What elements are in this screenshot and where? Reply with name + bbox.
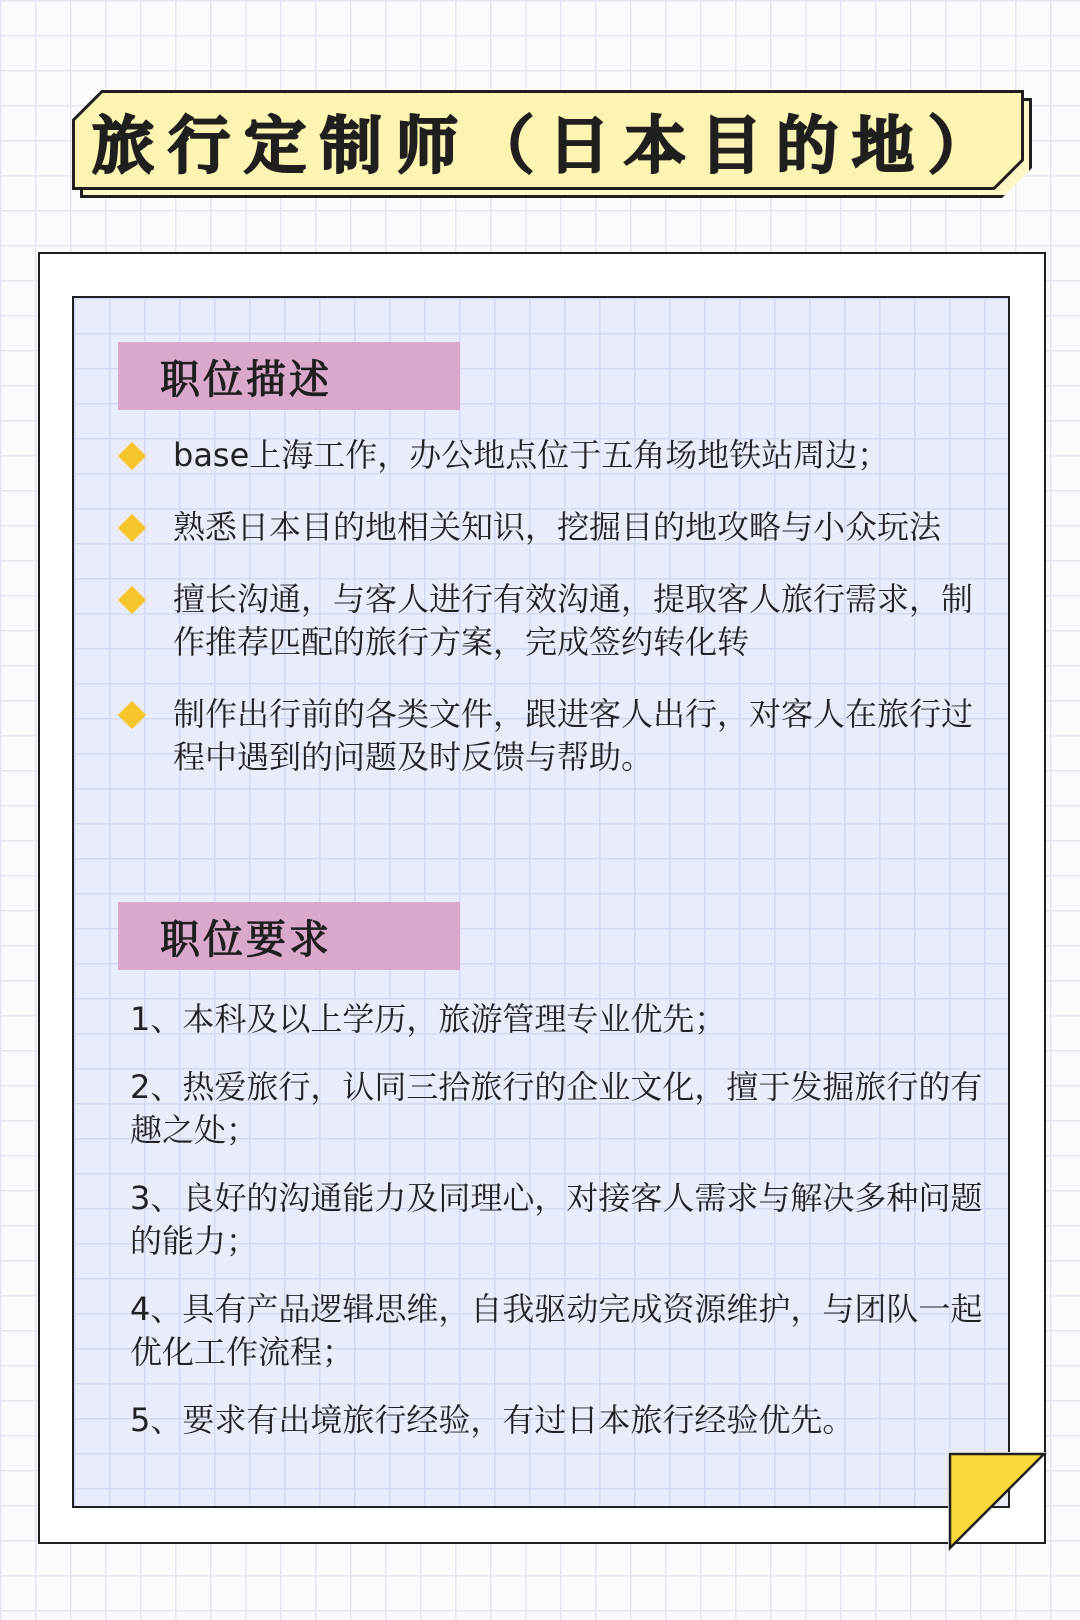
list-item [118,693,978,779]
requirements-list [130,998,990,1442]
diamond-icon [118,442,146,470]
list-item: 1、本科及以上学历，旅游管理专业优先； [130,1000,727,1038]
diamond-icon [118,701,146,729]
section-heading-requirements: 职位要求 [118,902,460,970]
list-item-text: 制作出行前的各类文件，跟进客人出行，对客人在旅行过程中遇到的问题及时反馈与帮助。 [173,695,974,776]
list-item: 4、具有产品逻辑思维，自我驱动完成资源维护，与团队一起优化工作流程； [130,1290,983,1371]
page-title: 旅行定制师（日本目的地） [91,108,1004,182]
diamond-icon [118,514,146,542]
list-item-text: 擅长沟通，与客人进行有效沟通，提取客人旅行需求，制作推荐匹配的旅行方案，完成签约转化转 [173,580,974,661]
list-item: 3、良好的沟通能力及同理心，对接客人需求与解决多种问题的能力； [130,1179,983,1260]
list-item-text: base上海工作，办公地点位于五角场地铁站周边； [173,436,890,474]
description-list [118,434,978,779]
list-item [118,578,978,664]
list-item [118,506,978,549]
diamond-icon [118,586,146,614]
page-fold-icon [948,1452,1048,1552]
list-item: 5、要求有出境旅行经验，有过日本旅行经验优先。 [130,1401,855,1439]
list-item [118,434,978,477]
list-item-text: 熟悉日本目的地相关知识，挖掘目的地攻略与小众玩法 [173,508,942,546]
section-heading-description: 职位描述 [118,342,460,410]
list-item: 2、热爱旅行，认同三拾旅行的企业文化，擅于发掘旅行的有趣之处； [130,1068,983,1149]
